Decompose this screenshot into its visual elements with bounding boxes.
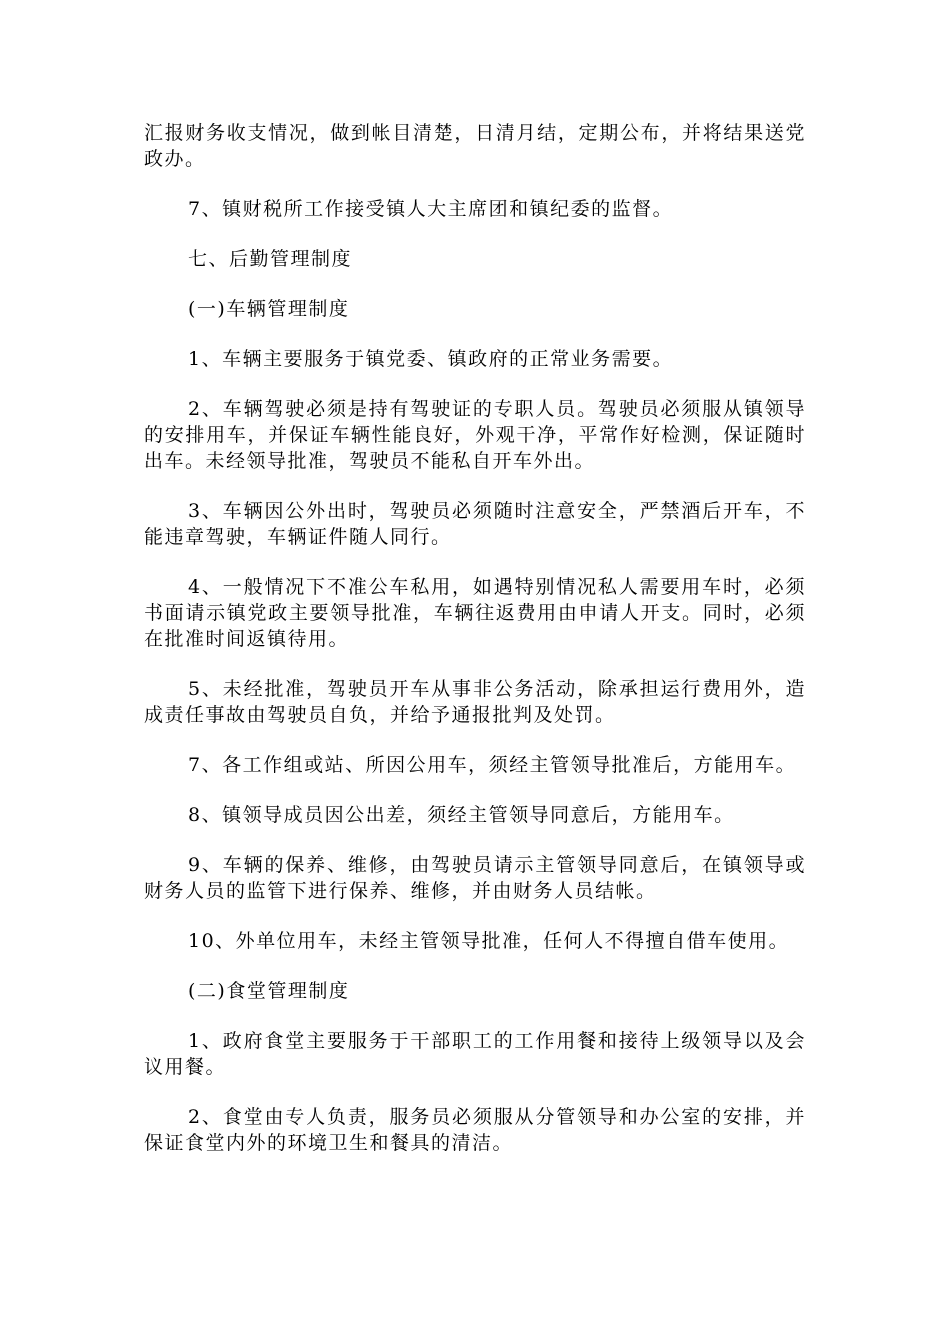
paragraph-continuation: 汇报财务收支情况，做到帐目清楚，日清月结，定期公布，并将结果送党政办。	[144, 122, 806, 170]
subsection-heading-vehicles: (一)车辆管理制度	[188, 298, 350, 320]
section-heading-logistics: 七、后勤管理制度	[188, 248, 353, 270]
paragraph-canteen-item-1: 1、政府食堂主要服务于干部职工的工作用餐和接待上级领导以及会议用餐。	[144, 1030, 806, 1078]
document-body	[144, 120, 806, 1180]
paragraph-canteen-item-2: 2、食堂由专人负责，服务员必须服从分管领导和办公室的安排，并保证食堂内外的环境卫生和餐具的清洁。	[144, 1106, 806, 1154]
paragraph-vehicle-item-5: 5、未经批准，驾驶员开车从事非公务活动，除承担运行费用外，造成责任事故由驾驶员自负，并给予通报批判及处罚。	[144, 678, 806, 726]
paragraph-vehicle-item-9: 9、车辆的保养、维修，由驾驶员请示主管领导同意后，在镇领导或财务人员的监管下进行保养、维修，并由财务人员结帐。	[144, 854, 806, 902]
paragraph-vehicle-item-1: 1、车辆主要服务于镇党委、镇政府的正常业务需要。	[188, 348, 674, 370]
paragraph-vehicle-item-10: 10、外单位用车，未经主管领导批准，任何人不得擅自借车使用。	[188, 930, 790, 952]
paragraph-vehicle-item-8: 8、镇领导成员因公出差，须经主管领导同意后，方能用车。	[188, 804, 735, 826]
paragraph-vehicle-item-7: 7、各工作组或站、所因公用车，须经主管领导批准后，方能用车。	[188, 754, 797, 776]
paragraph-vehicle-item-2: 2、车辆驾驶必须是持有驾驶证的专职人员。驾驶员必须服从镇领导的安排用车，并保证车辆性能良好，外观干净，平常作好检测，保证随时出车。未经领导批准，驾驶员不能私自开车外出。	[144, 398, 806, 472]
paragraph-vehicle-item-3: 3、车辆因公外出时，驾驶员必须随时注意安全，严禁酒后开车，不能违章驾驶，车辆证件随人同行。	[144, 500, 806, 548]
paragraph-item-7-finance-supervision: 7、镇财税所工作接受镇人大主席团和镇纪委的监督。	[188, 198, 674, 220]
paragraph-vehicle-item-4: 4、一般情况下不准公车私用，如遇特别情况私人需要用车时，必须书面请示镇党政主要领导批准，车辆往返费用由申请人开支。同时，必须在批准时间返镇待用。	[144, 576, 806, 650]
subsection-heading-canteen: (二)食堂管理制度	[188, 980, 350, 1002]
